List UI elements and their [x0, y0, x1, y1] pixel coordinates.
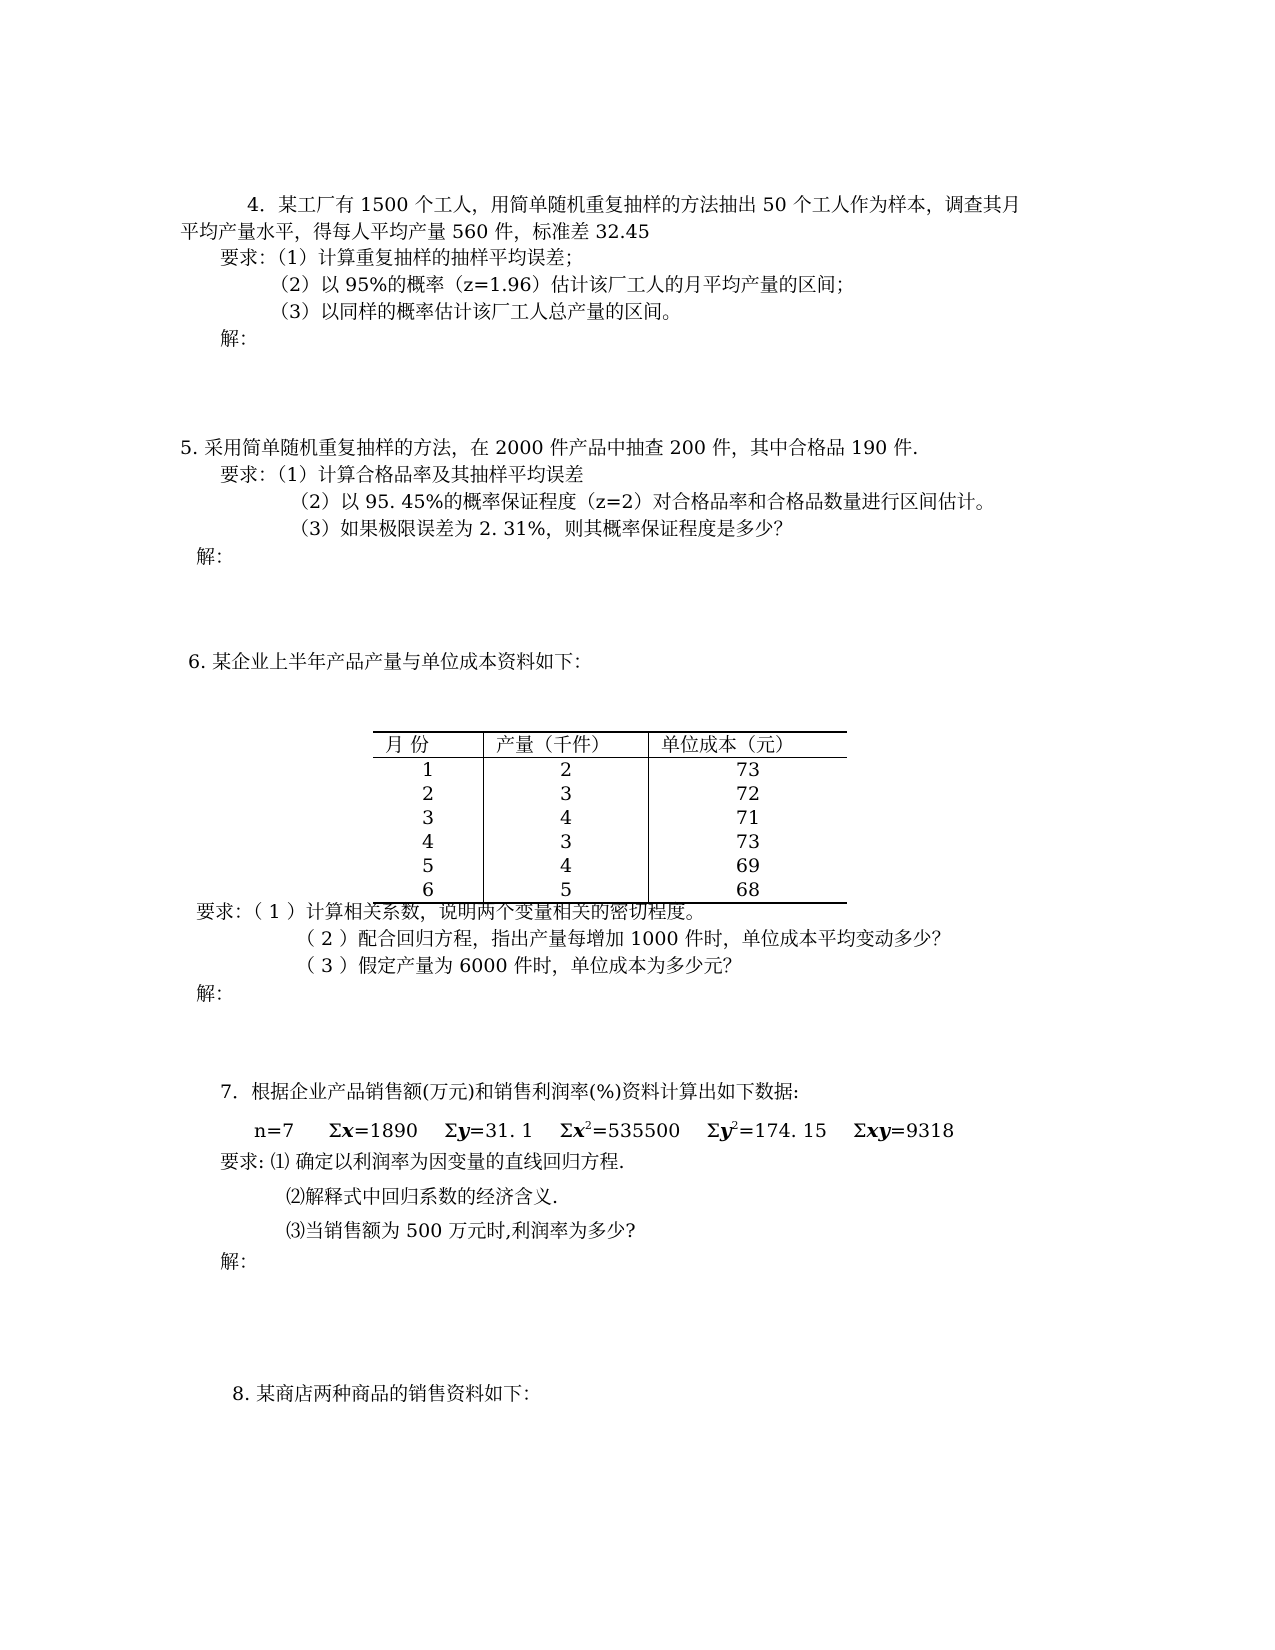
q4-line2: 平均产量水平，得每人平均产量 560 件，标准差 32.45: [180, 221, 650, 243]
table-cell-unit-cost: 68: [649, 878, 848, 903]
q7-sum-y2: =174. 15: [738, 1120, 827, 1142]
superscript-2: 2: [584, 1119, 592, 1132]
q7-line1: 7．根据企业产品销售额(万元)和销售利润率(%)资料计算出如下数据:: [220, 1081, 800, 1103]
q4-requirement-2: （2）以 95%的概率（z=1.96）估计该厂工人的月平均产量的区间；: [270, 274, 855, 296]
q7-solution-label: 解：: [220, 1251, 259, 1273]
table-row: [373, 854, 847, 878]
q7-n-value: n=7: [254, 1120, 295, 1142]
table-header-month: 月 份: [385, 734, 430, 756]
table-row: [373, 782, 847, 806]
table-row: [373, 830, 847, 854]
q6-data-table: [373, 731, 847, 904]
table-header-output: 产量（千件）: [484, 732, 649, 758]
table-header-row: [373, 732, 847, 758]
q4-requirement-3: （3）以同样的概率估计该厂工人总产量的区间。: [270, 301, 682, 323]
table-row: [373, 758, 847, 783]
q5-solution-label: 解：: [196, 546, 235, 568]
q8-line1: 8. 某商店两种商品的销售资料如下：: [232, 1383, 542, 1405]
table-cell-month: 1: [421, 759, 435, 781]
q4-line1: 4．某工厂有 1500 个工人，用简单随机重复抽样的方法抽出 50 个工人作为样本，调查其月: [247, 194, 1021, 216]
q7-data-line: [254, 1114, 954, 1143]
variable-y: y: [719, 1118, 732, 1142]
table-cell-unit-cost: 72: [649, 782, 848, 806]
table-cell-unit-cost: 73: [649, 758, 848, 783]
table-cell-output: 3: [484, 782, 649, 806]
q5-line1: 5. 采用简单随机重复抽样的方法，在 2000 件产品中抽查 200 件，其中合格品 190 件.: [180, 437, 919, 459]
variable-x: x: [341, 1118, 354, 1142]
q7-requirement-2: ⑵解释式中回归系数的经济含义.: [286, 1186, 559, 1208]
sigma-symbol: Σ: [853, 1120, 867, 1142]
sigma-symbol: Σ: [706, 1120, 720, 1142]
table-cell-month: 5: [421, 855, 435, 877]
table-cell-month: 4: [421, 831, 435, 853]
q7-requirement-1: 要求: ⑴ 确定以利润率为因变量的直线回归方程.: [220, 1151, 625, 1173]
table-cell-output: 5: [484, 878, 649, 903]
q6-requirement-2: （ 2 ）配合回归方程，指出产量每增加 1000 件时，单位成本平均变动多少？: [296, 928, 951, 950]
q7-sum-y: =31. 1: [469, 1120, 534, 1142]
q7-sum-xy: =9318: [890, 1120, 955, 1142]
q7-sum-x: =1890: [353, 1120, 418, 1142]
q5-requirement-3: （3）如果极限误差为 2. 31%，则其概率保证程度是多少？: [290, 518, 793, 540]
table-cell-month: 2: [421, 783, 435, 805]
q5-requirement-2: （2）以 95. 45%的概率保证程度（z=2）对合格品率和合格品数量进行区间估计。: [290, 491, 995, 513]
table-header-unit-cost: 单位成本（元）: [649, 732, 848, 758]
variable-y: y: [457, 1118, 470, 1142]
q6-requirement-3: （ 3 ）假定产量为 6000 件时，单位成本为多少元？: [296, 955, 742, 977]
table-cell-month: 6: [421, 879, 435, 901]
table-cell-month: 3: [421, 807, 435, 829]
table-row: [373, 806, 847, 830]
q4-requirement-1: 要求：（1）计算重复抽样的抽样平均误差；: [220, 247, 584, 269]
q6-solution-label: 解：: [196, 983, 235, 1005]
table-cell-output: 3: [484, 830, 649, 854]
q6-line1: 6. 某企业上半年产品产量与单位成本资料如下：: [188, 651, 593, 673]
q5-requirement-1: 要求：（1）计算合格品率及其抽样平均误差: [220, 464, 584, 486]
superscript-2: 2: [731, 1119, 739, 1132]
sigma-symbol: Σ: [444, 1120, 458, 1142]
sigma-symbol: Σ: [559, 1120, 573, 1142]
table-cell-output: 4: [484, 854, 649, 878]
table-cell-output: 4: [484, 806, 649, 830]
q4-solution-label: 解：: [220, 328, 259, 350]
sigma-symbol: Σ: [328, 1120, 342, 1142]
table-cell-output: 2: [484, 758, 649, 783]
q7-sum-x2: =535500: [591, 1120, 681, 1142]
variable-x: x: [572, 1118, 585, 1142]
table-cell-unit-cost: 69: [649, 854, 848, 878]
table-cell-unit-cost: 71: [649, 806, 848, 830]
variable-xy: xy: [866, 1118, 891, 1142]
q7-requirement-3: ⑶当销售额为 500 万元时,利润率为多少?: [286, 1220, 636, 1242]
q6-requirement-1: 要求：（ 1 ）计算相关系数，说明两个变量相关的密切程度。: [196, 901, 705, 923]
table-cell-unit-cost: 73: [649, 830, 848, 854]
